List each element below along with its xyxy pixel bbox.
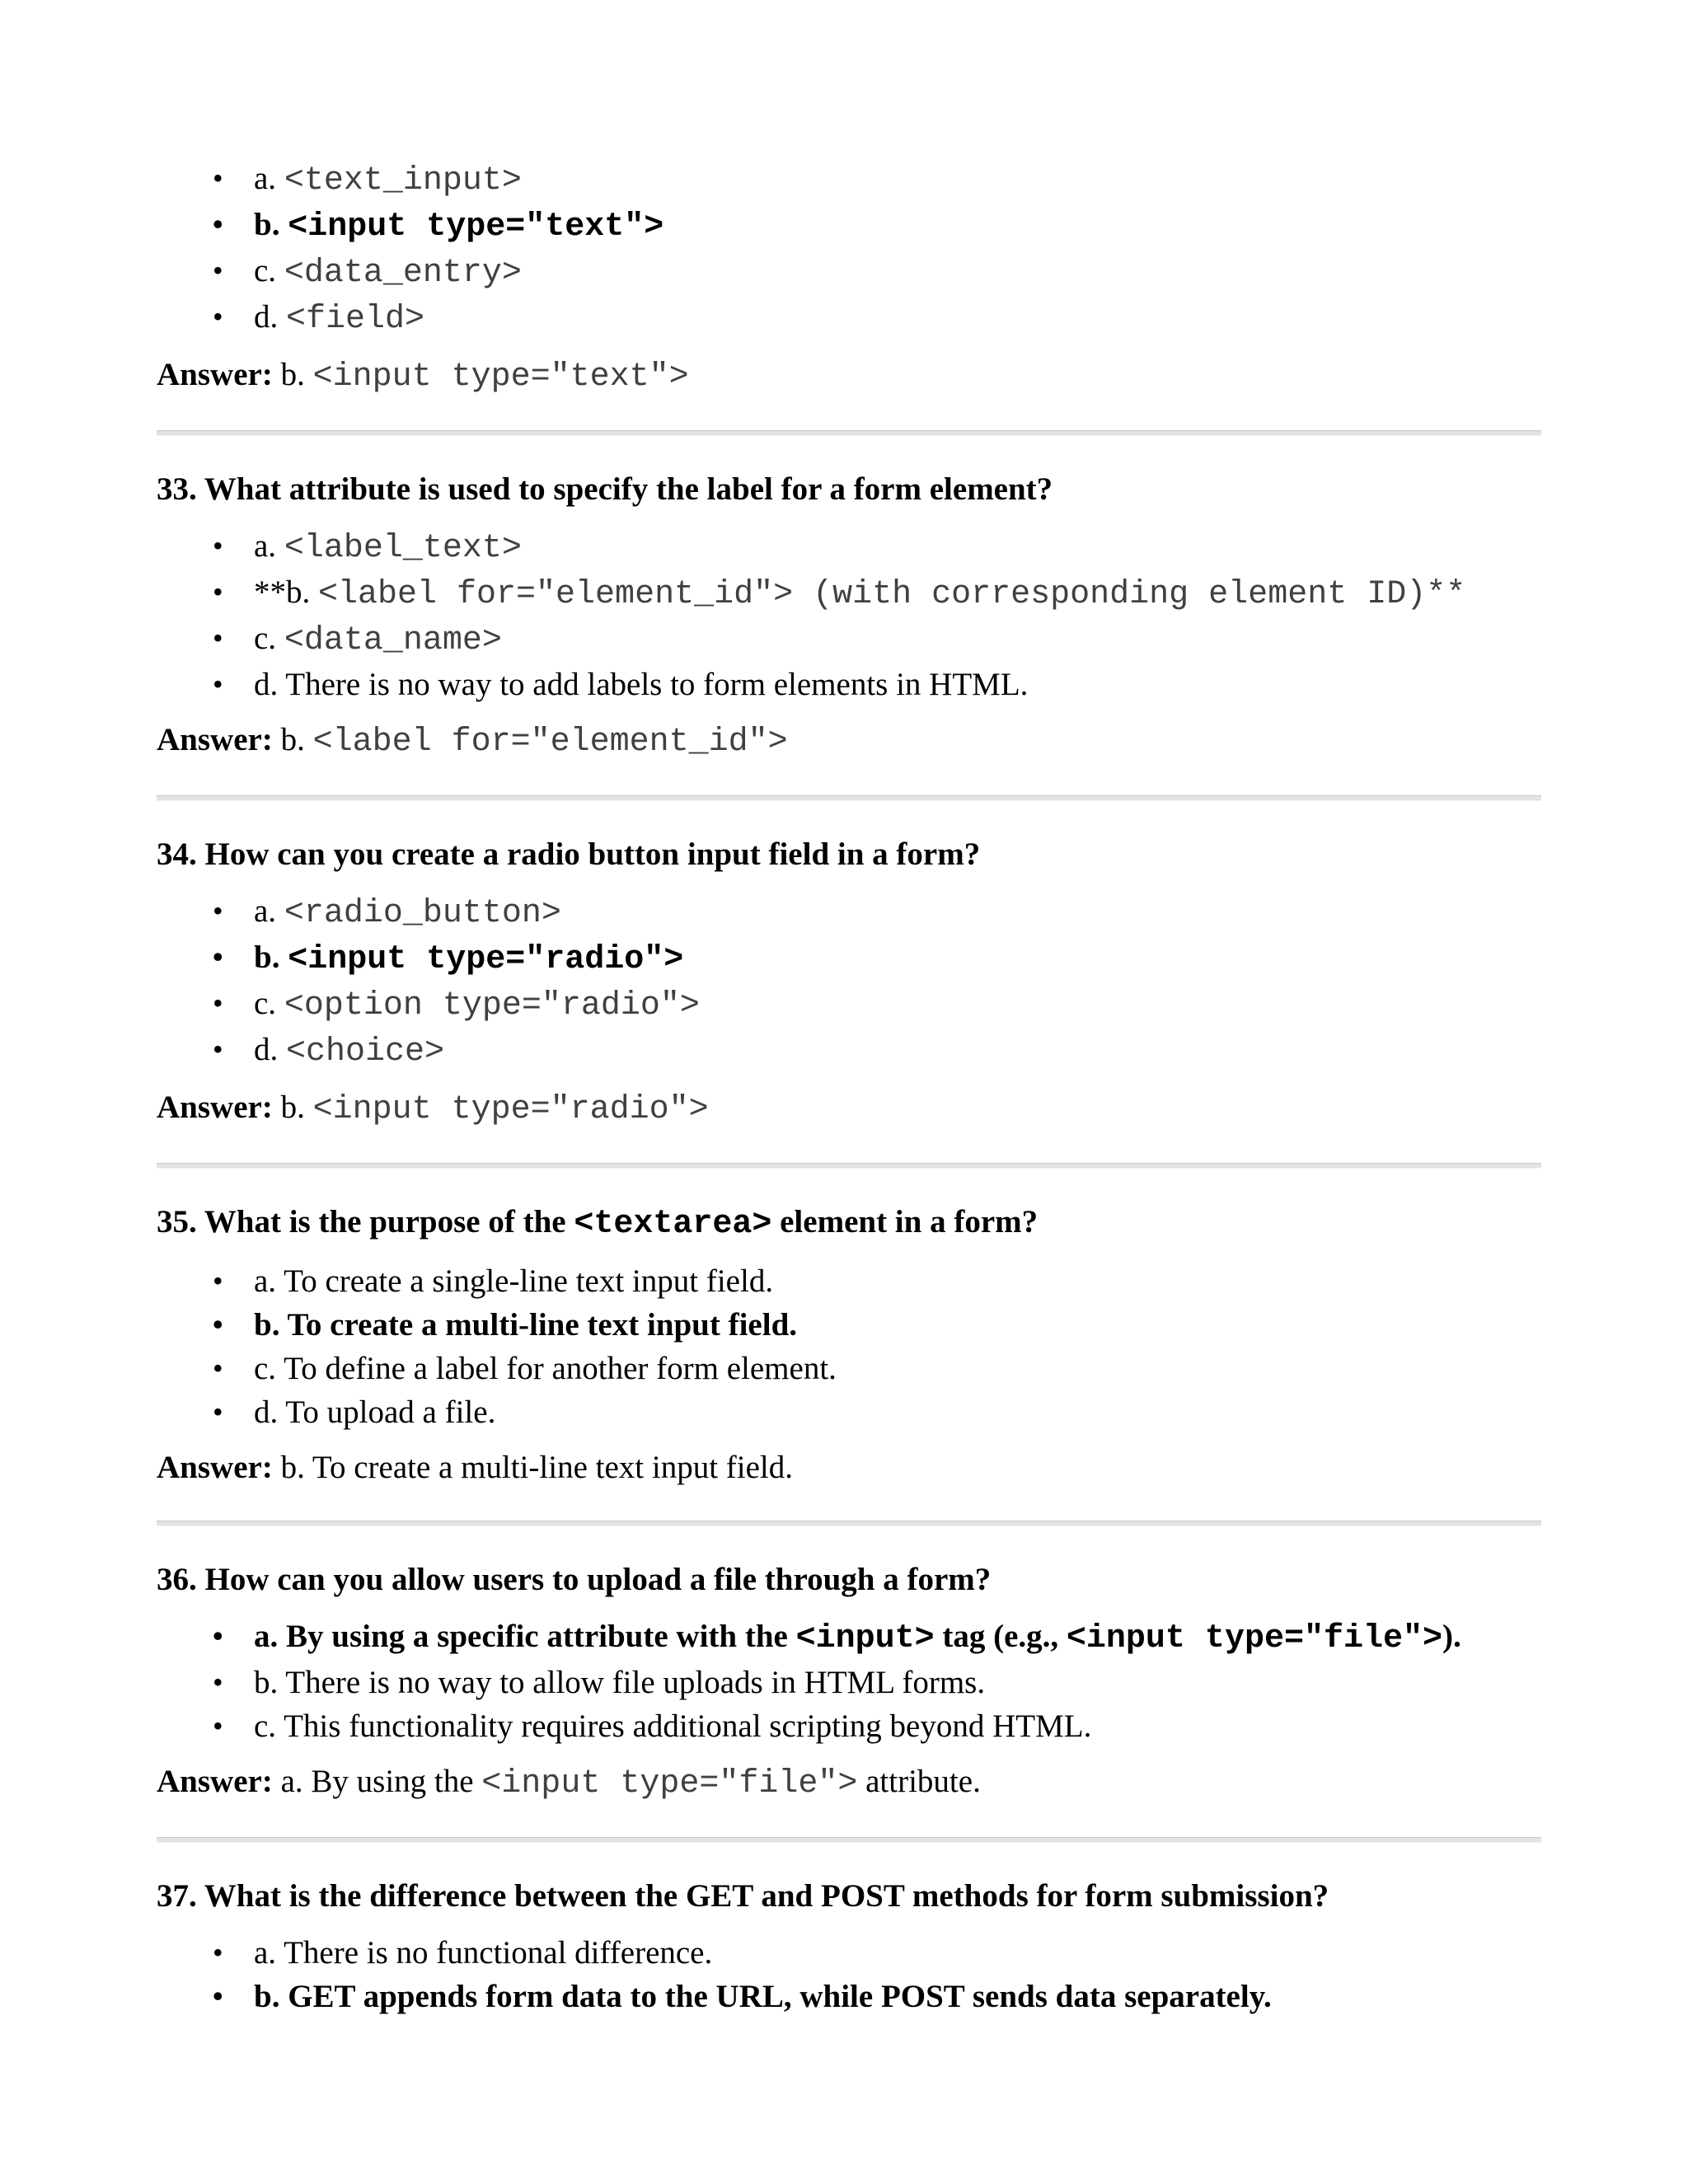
option-b: • b. There is no way to allow file uploads in HTML forms. <box>254 1661 1541 1704</box>
option-code: <input> <box>795 1620 935 1657</box>
question-title: 37. What is the difference between the GET and POST methods for form submission? <box>157 1878 1329 1914</box>
question-37 <box>157 1874 1541 2018</box>
question-title: 33. What attribute is used to specify the label for a form element? <box>157 471 1053 507</box>
title-text: element in a form? <box>771 1204 1039 1240</box>
answer-prefix: b. <box>272 722 313 757</box>
title-code: <textarea> <box>574 1206 772 1243</box>
answer-label: Answer: <box>157 357 273 392</box>
section-divider <box>157 795 1541 801</box>
section-divider <box>157 1163 1541 1169</box>
option-d: • d. There is no way to add labels to form elements in HTML. <box>254 663 1541 706</box>
option-code: <text_input> <box>284 162 522 199</box>
option-b-correct <box>254 935 1541 982</box>
option-a <box>254 524 1541 570</box>
option-b-correct <box>254 203 1541 249</box>
question-32 <box>157 157 1541 399</box>
option-code: <label_text> <box>284 530 522 567</box>
answer-label: Answer: <box>157 1450 273 1485</box>
answer-code: <input type="radio"> <box>312 1091 709 1128</box>
answer-code: <input type="file"> <box>481 1765 858 1802</box>
answer-line <box>157 1760 1541 1806</box>
answer-line <box>157 1446 1541 1489</box>
question-title <box>157 1200 1541 1246</box>
option-b-correct: • b. GET appends form data to the URL, while POST sends data separately. <box>254 1975 1541 2018</box>
section-divider <box>157 1837 1541 1843</box>
quiz-content <box>157 157 1541 2018</box>
option-code: <input type="file"> <box>1066 1620 1442 1657</box>
option-text: ). <box>1442 1619 1461 1654</box>
question-title: 36. How can you allow users to upload a file through a form? <box>157 1562 992 1597</box>
option-prefix: a. <box>254 893 284 929</box>
answer-label: Answer: <box>157 1090 273 1125</box>
option-code: <option type="radio"> <box>284 987 700 1024</box>
option-d <box>254 295 1541 341</box>
option-a-correct <box>254 1615 1541 1661</box>
answer-label: Answer: <box>157 1764 273 1799</box>
option-prefix: c. <box>254 253 284 288</box>
question-title: 34. How can you create a radio button input field in a form? <box>157 837 981 872</box>
answer-code: <input type="text"> <box>312 359 689 396</box>
question-35-options <box>157 1259 1541 1434</box>
answer-text: attribute. <box>857 1764 981 1799</box>
option-a: • a. To create a single-line text input field. <box>254 1259 1541 1303</box>
question-34 <box>157 832 1541 1132</box>
option-a: • a. There is no functional difference. <box>254 1931 1541 1975</box>
option-c: • c. To define a label for another form element. <box>254 1347 1541 1390</box>
question-35 <box>157 1200 1541 1489</box>
option-code: <radio_button> <box>284 895 561 932</box>
option-prefix: a. <box>254 161 284 196</box>
answer-line <box>157 718 1541 764</box>
question-36 <box>157 1558 1541 1806</box>
option-prefix: c. <box>254 621 284 656</box>
option-code: <input type="text"> <box>288 209 664 246</box>
option-prefix: d. <box>254 1032 286 1067</box>
option-code: <input type="radio"> <box>288 941 684 978</box>
option-a <box>254 157 1541 203</box>
option-code: <data_entry> <box>284 255 522 292</box>
option-c <box>254 982 1541 1028</box>
option-code: <data_name> <box>284 622 502 659</box>
answer-line <box>157 1085 1541 1132</box>
question-32-options <box>157 157 1541 341</box>
option-b <box>254 570 1541 616</box>
question-37-options <box>157 1931 1541 2018</box>
option-c: • c. This functionality requires additional scripting beyond HTML. <box>254 1704 1541 1748</box>
answer-text: a. By using the <box>272 1764 482 1799</box>
option-a <box>254 889 1541 935</box>
answer-label: Answer: <box>157 722 273 757</box>
section-divider <box>157 430 1541 436</box>
answer-code: <label for="element_id"> <box>312 724 788 761</box>
answer-prefix: b. <box>272 1090 313 1125</box>
question-33-options <box>157 524 1541 706</box>
option-code: <label for="element_id"> (with corresponding element ID)** <box>318 576 1466 613</box>
option-code: <field> <box>286 301 425 338</box>
option-prefix: **b. <box>254 574 318 610</box>
option-prefix: b. <box>254 207 288 242</box>
question-34-options <box>157 889 1541 1074</box>
option-prefix: d. <box>254 299 286 335</box>
option-prefix: a. <box>254 528 284 564</box>
option-prefix: c. <box>254 986 284 1021</box>
question-33 <box>157 467 1541 764</box>
option-c <box>254 616 1541 663</box>
answer-text: b. To create a multi-line text input field. <box>272 1450 794 1485</box>
option-prefix: b. <box>254 940 288 975</box>
option-code: <choice> <box>286 1033 445 1071</box>
option-d <box>254 1028 1541 1074</box>
option-text: a. By using a specific attribute with the <box>254 1619 796 1654</box>
question-36-options <box>157 1615 1541 1748</box>
answer-line <box>157 353 1541 399</box>
option-b-correct: • b. To create a multi-line text input field. <box>254 1303 1541 1347</box>
section-divider <box>157 1521 1541 1526</box>
option-text: tag (e.g., <box>934 1619 1067 1654</box>
option-c <box>254 249 1541 295</box>
title-text: 35. What is the purpose of the <box>157 1204 574 1240</box>
option-d: • d. To upload a file. <box>254 1390 1541 1434</box>
answer-prefix: b. <box>272 357 313 392</box>
